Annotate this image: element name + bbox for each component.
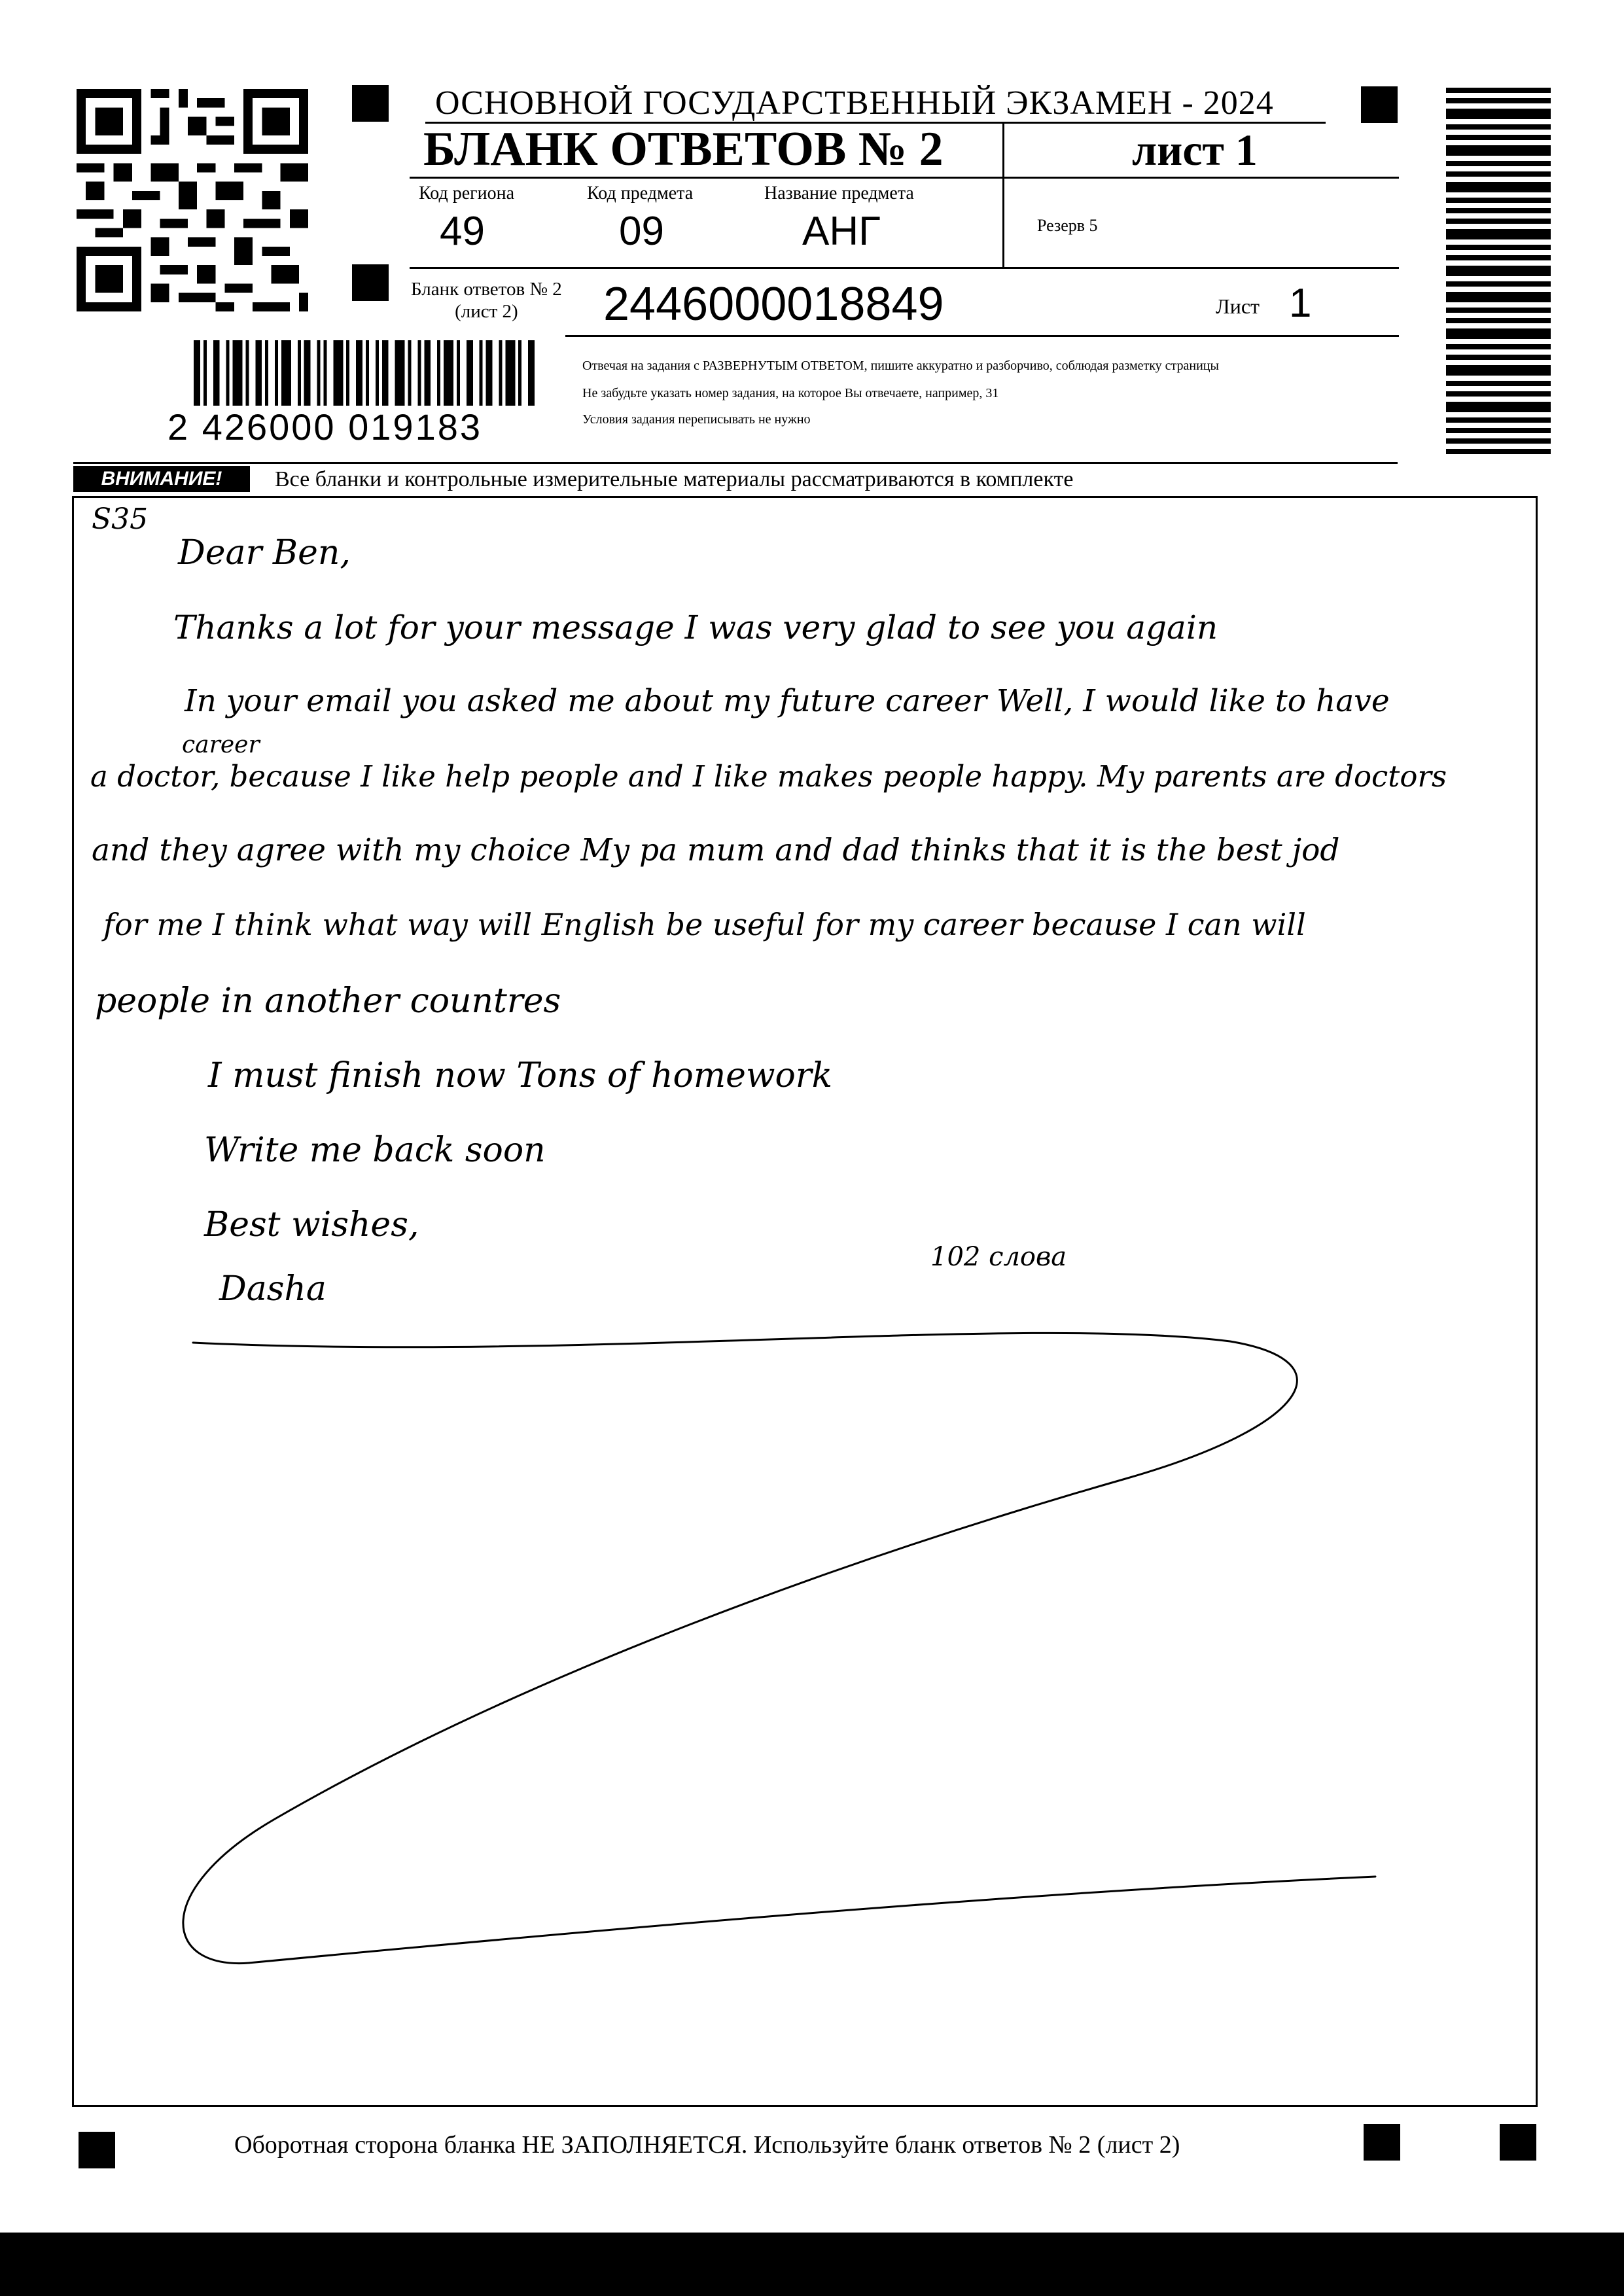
blank-label-line1: Бланк ответов № 2 — [411, 279, 562, 300]
registration-mark-top-left — [352, 85, 389, 122]
letter-signature: Dasha — [219, 1269, 327, 1309]
blank-label — [411, 278, 562, 323]
form-title: БЛАНК ОТВЕТОВ № 2 — [423, 122, 944, 176]
exam-title: ОСНОВНОЙ ГОСУДАРСТВЕННЫЙ ЭКЗАМЕН - 2024 — [435, 84, 1274, 122]
subject-name: АНГ — [802, 209, 881, 254]
subject-code: 09 — [619, 209, 664, 254]
region-code: 49 — [440, 209, 485, 254]
header-line-2 — [410, 267, 1399, 269]
sheet-number: 1 — [1289, 281, 1312, 326]
subject-name-label: Название предмета — [764, 183, 914, 203]
footer-note: Оборотная сторона бланка НЕ ЗАПОЛНЯЕТСЯ. Используйте бланк ответов № 2 (лист 2) — [234, 2131, 1180, 2159]
region-code-label: Код региона — [419, 183, 515, 203]
letter-line-4: and they agree with my choice My pa mum and dad thinks that it is the best jod — [92, 832, 1340, 868]
side-barcode-icon — [1446, 88, 1551, 454]
registration-mark-top-right — [1361, 86, 1398, 123]
letter-line-7: I must finish now Tons of homework — [208, 1056, 833, 1095]
barcode-icon — [194, 340, 538, 406]
header-line-1 — [410, 177, 1399, 179]
instruction-3: Условия задания переписывать не нужно — [582, 412, 811, 427]
sheet-title: лист 1 — [1132, 125, 1258, 175]
registration-mark-bottom-right-1 — [1364, 2124, 1400, 2161]
letter-line-1: Thanks a lot for your message I was very glad to see you again — [173, 609, 1218, 646]
letter-line-5: for me I think what way will English be useful for my career because I can will — [103, 907, 1306, 942]
reserve-label: Резерв 5 — [1037, 216, 1098, 235]
sheet-number-label: Лист — [1216, 294, 1260, 318]
letter-insertion: career — [182, 732, 260, 758]
attention-text: Все бланки и контрольные измерительные материалы рассматриваются в комплекте — [275, 467, 1074, 491]
blank-number: 2446000018849 — [603, 278, 944, 330]
task-number: S35 — [92, 503, 149, 536]
blank-label-line2: (лист 2) — [455, 301, 518, 322]
letter-line-3: a doctor, because I like help people and I like makes people happy. My parents are doctors — [90, 759, 1447, 794]
instruction-1: Отвечая на задания с РАЗВЕРНУТЫМ ОТВЕТОМ, пишите аккуратно и разборчиво, соблюдая разметку страницы — [582, 359, 1219, 373]
word-count: 102 слова — [930, 1242, 1067, 1272]
attention-badge: ВНИМАНИЕ! — [73, 466, 250, 492]
attention-top-line — [73, 462, 1398, 464]
letter-line-8: Write me back soon — [204, 1131, 546, 1170]
header-line-3 — [565, 335, 1399, 337]
letter-line-6: people in another countres — [95, 981, 561, 1021]
bottom-black-bar — [0, 2233, 1624, 2296]
subject-code-label: Код предмета — [587, 183, 694, 203]
registration-mark-bottom-left — [79, 2132, 115, 2168]
barcode-digits: 2 426000 019183 — [168, 406, 482, 448]
header-divider-vertical — [1002, 122, 1004, 268]
instruction-2: Не забудьте указать номер задания, на которое Вы отвечаете, например, 31 — [582, 386, 999, 400]
letter-greeting: Dear Ben, — [178, 533, 351, 573]
letter-closing: Best wishes, — [204, 1205, 419, 1245]
registration-mark-mid-left — [352, 264, 389, 301]
qr-code-icon — [76, 89, 309, 311]
letter-line-2: In your email you asked me about my future career Well, I would like to have — [185, 683, 1390, 719]
registration-mark-bottom-right-2 — [1500, 2124, 1536, 2161]
